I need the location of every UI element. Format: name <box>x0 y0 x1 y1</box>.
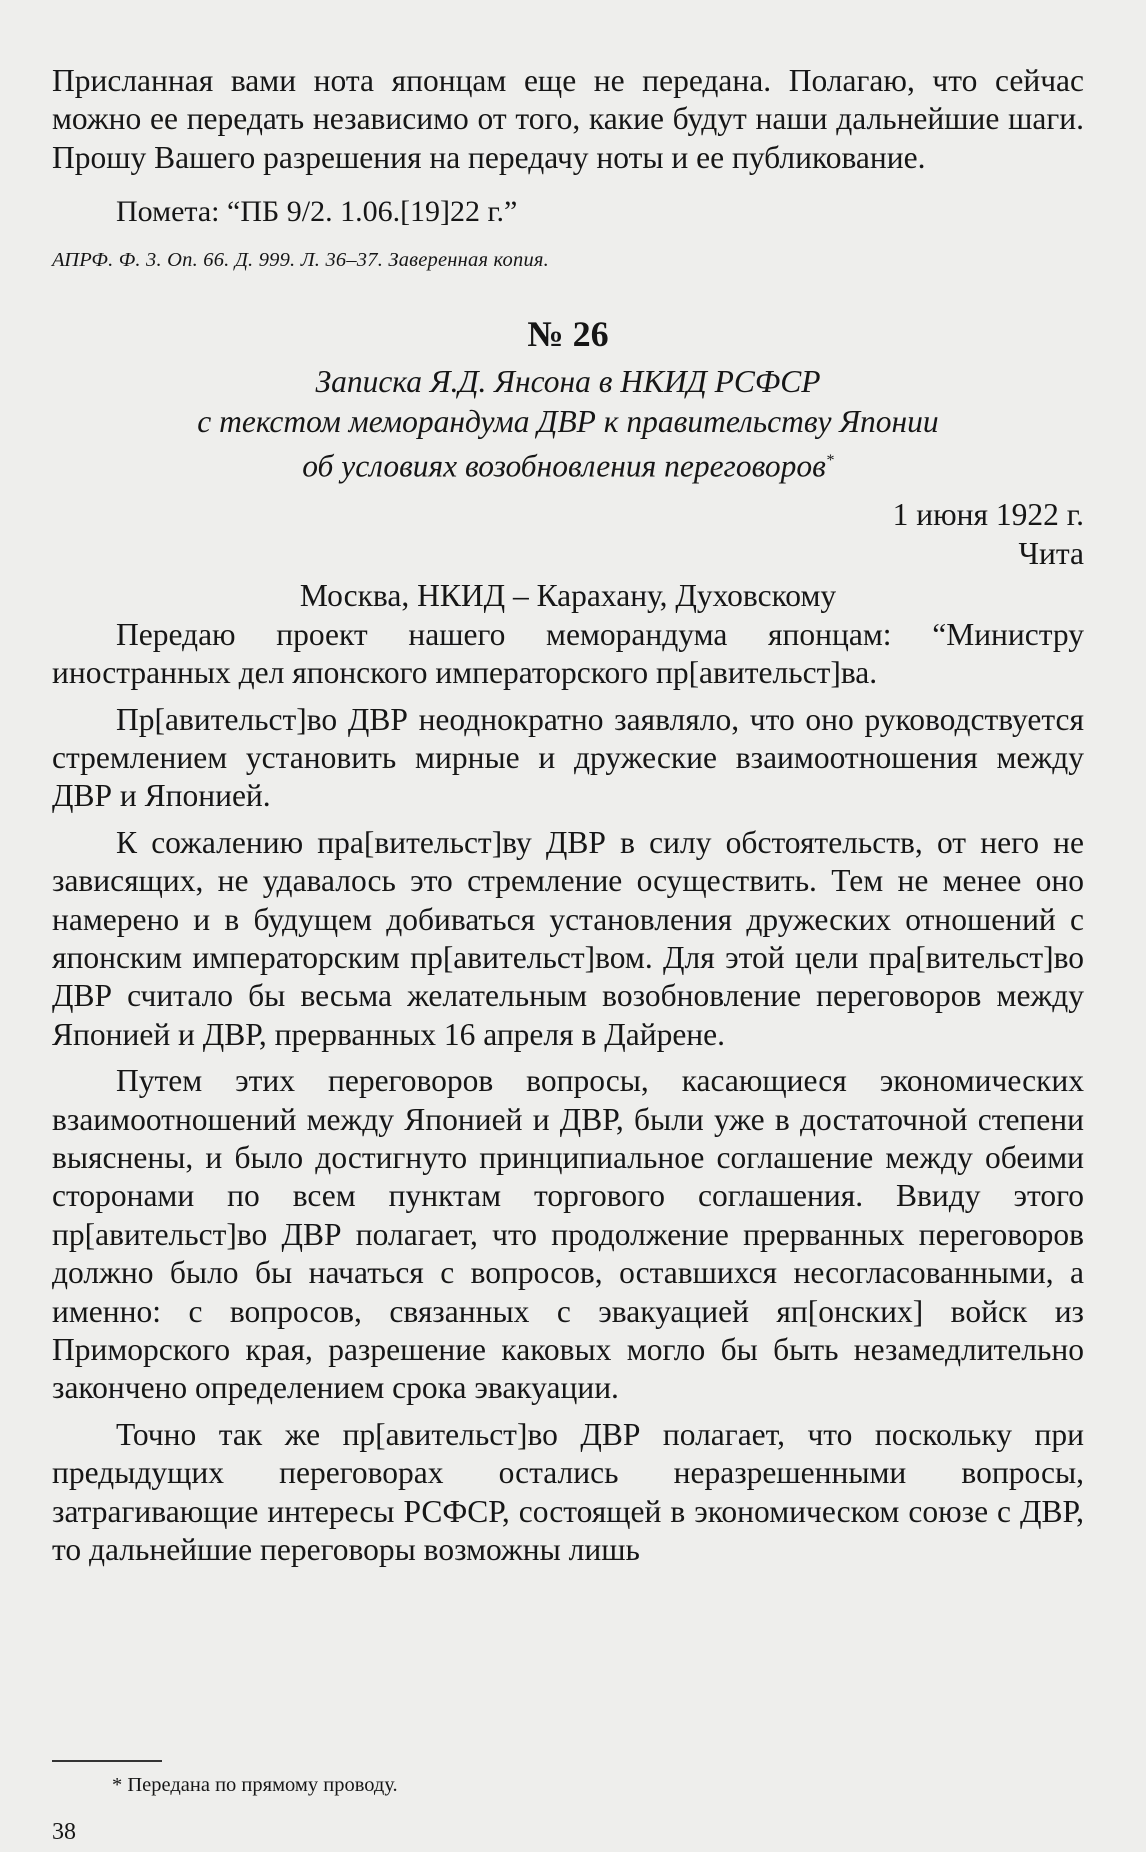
page-number: 38 <box>52 1819 76 1845</box>
body-paragraph: Пр[авительст]во ДВР неоднократно заявляло, что оно руководствуется стремлением установить мирные и дружеские взаимоотношения между ДВР и Японией. <box>52 701 1084 814</box>
footnote-marker: * <box>825 452 834 470</box>
document-place: Чита <box>1018 535 1084 571</box>
document-title-line <box>52 441 1084 486</box>
body-paragraph: Путем этих переговоров вопросы, касающиеся экономических взаимоотношений между Японией и ДВР, были уже в достаточной степени выяснены, и было достигнуто принципиальное соглашение между обеими сторонами по всем пунктам торгового соглашения. Ввиду этого пр[авительст]во ДВР полагает, что продолжение прерванных переговоров должно было бы начаться с вопросов, оставшихся несогласованными, а именно: с вопросов, связанных с эвакуацией яп[онских] войск из Приморского края, разрешение каковых могло бы быть незамедлительно закончено определением срока эвакуации. <box>52 1063 1084 1406</box>
document-number: № 26 <box>527 314 609 355</box>
document-title <box>52 362 1084 486</box>
footnote: * Передана по прямому проводу. <box>112 1774 398 1796</box>
archive-reference: АПРФ. Ф. 3. Оп. 66. Д. 999. Л. 36–37. Заверенная копия. <box>52 249 549 272</box>
document-title-line: с текстом меморандума ДВР к правительству Японии <box>197 403 939 439</box>
body-paragraph: К сожалению пра[вительст]ву ДВР в силу обстоятельств, от него не зависящих, не удавалось это стремление осуществить. Тем не менее оно намерено и в будущем добиваться установления дружеских отношений с японским императорским пр[авительст]вом. Для этой цели пра[вительст]во ДВР считало бы весьма желательным возобновление переговоров между Японией и ДВР, прерванных 16 апреля в Дайрене. <box>52 824 1084 1052</box>
body-paragraph: Передаю проект нашего меморандума японцам: “Министру иностранных дел японского императорского пр[авительст]ва. <box>52 616 1084 691</box>
paragraph-top: Присланная вами нота японцам еще не передана. Полагаю, что сейчас можно ее передать независимо от того, какие будут наши дальнейшие шаги. Прошу Вашего разрешения на передачу ноты и ее публикование. <box>52 63 1084 175</box>
footnote-divider <box>52 1760 162 1762</box>
addressee: Москва, НКИД – Карахану, Духовскому <box>299 578 837 614</box>
document-date: 1 июня 1922 г. <box>892 497 1084 533</box>
resolution-mark: Помета: “ПБ 9/2. 1.06.[19]22 г.” <box>116 195 518 229</box>
document-title-line: Записка Я.Д. Янсона в НКИД РСФСР <box>315 364 821 400</box>
page-content <box>52 62 1084 1569</box>
body-paragraph: Точно так же пр[авительст]во ДВР полагает, что поскольку при предыдущих переговорах остались неразрешенными вопросы, затрагивающие интересы РСФСР, состоящей в экономическом союзе с ДВР, то дальнейшие переговоры возможны лишь <box>52 1416 1084 1568</box>
document-title-line-text: об условиях возобновления переговоров <box>302 448 826 484</box>
